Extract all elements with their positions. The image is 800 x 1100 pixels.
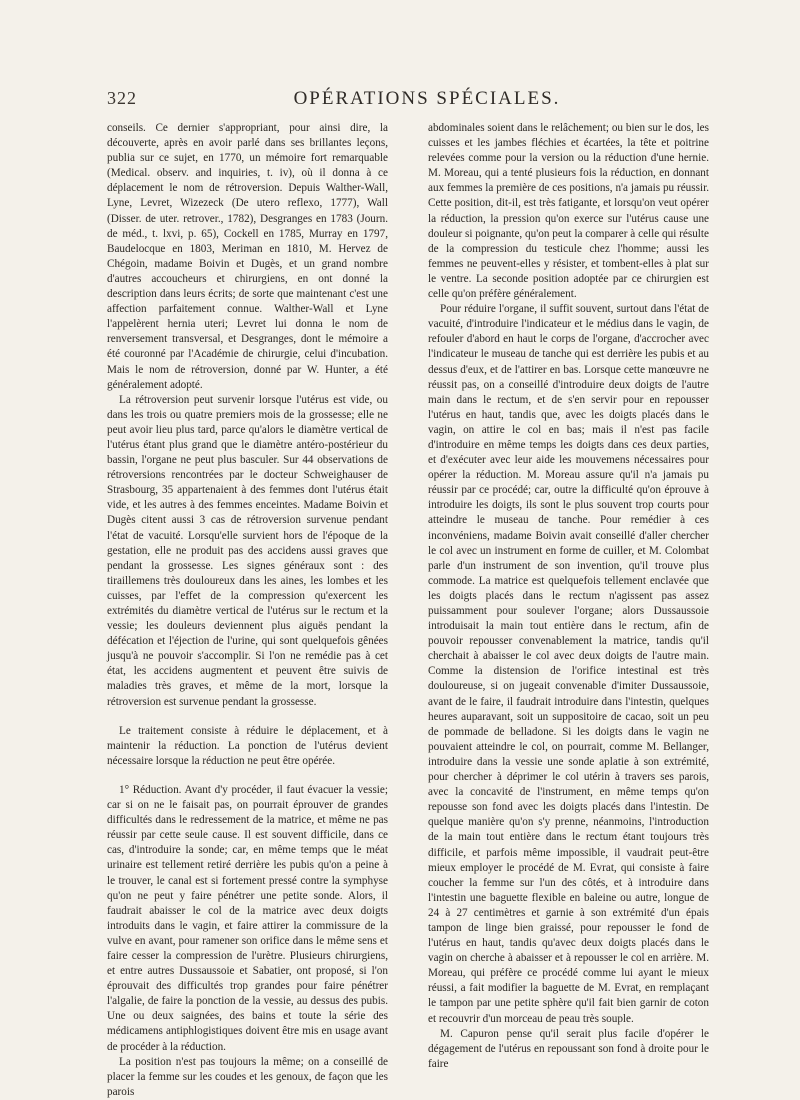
- paragraph: M. Capuron pense qu'il serait plus facile d'opérer le dégagement de l'utérus en repoussant son fond à droite pour le faire: [428, 1027, 709, 1070]
- right-column: [428, 121, 709, 1072]
- paragraph: abdominales soient dans le relâchement; ou bien sur le dos, les cuisses et les jambes fléchies et écartées, la tête et poitrine relevées comme pour la version ou la réduction d'une hernie. M. Moreau, qui a tenté plusieurs fois la réduction, en donnant aux femmes la première de ces positions, n'a jamais pu réussir. Cette position, dit-il, est très fatigante, et lorsqu'on veut opérer la réduction, la pression qu'on exerce sur l'utérus cause une douleur si poignante, qu'on peut la comparer à celle qui résulte de la compression du testicule chez l'homme; aussi les femmes ne peuvent-elles y résister, et tombent-elles à plat sur le ventre. La seconde position adoptée par ce chirurgien est celle qu'on préfère généralement.: [428, 122, 709, 301]
- running-head: OPÉRATIONS SPÉCIALES.: [293, 88, 561, 109]
- paragraph: La rétroversion peut survenir lorsque l'utérus est vide, ou dans les trois ou quatre premiers mois de la grossesse; elle ne peut avoir lieu plus tard, parce qu'alors le diamètre vertical de l'utérus étant plus grand que le diamètre antéro-postérieur du bassin, l'organe ne peut plus basculer. Sur 44 observations de rétroversions rencontrées par le docteur Schweighauser de Strasbourg, 35 appartenaient à des femmes dont l'utérus était vide, et les autres à des femmes enceintes. Madame Boivin et Dugès citent aussi 3 cas de rétroversion survenue pendant l'état de vacuité. Lorsqu'elle survient hors de l'époque de la gestation, elle ne produit pas des accidens aussi graves que pendant la grossesse. Les signes généraux sont : des tiraillemens très douloureux dans les aines, les lombes et les cuisses, par l'effet de la compression qu'exercent les extrémités du diamètre vertical de l'utérus sur le rectum et la vessie; les douleurs deviennent plus aiguës pendant la défécation et l'éjection de l'urine, qui sont quelquefois gênées jusqu'à ne pouvoir s'accomplir. Si l'on ne remédie pas à cet état, les accidens augmentent et peuvent être suivis de maladies très graves, et même de la mort, lorsque la rétroversion est survenue pendant la grossesse.: [107, 393, 388, 708]
- paragraph: 1° Réduction. Avant d'y procéder, il faut évacuer la vessie; car si on ne le faisait pas, on pourrait éprouver de grandes difficultés dans le redressement de la matrice, et même ne pas réussir par cette seule cause. Il est souvent difficile, dans ce cas, d'introduire la sonde; car, en même temps que le méat urinaire est tellement retiré derrière les pubis qu'on a peine à le trouver, le canal est si fortement pressé contre la symphyse qu'on ne peut y faire pénétrer une petite sonde. Alors, il faudrait abaisser le col de la matrice avec deux doigts introduits dans le vagin, et faire attirer la commissure de la vulve en avant, pour ramener son orifice dans le même sens et faire cesser la compression de l'urètre. Plusieurs chirurgiens, et entre autres Dussaussoie et Sabatier, ont proposé, si l'on éprouvait des difficultés trop grandes pour faire pénétrer l'algalie, de faire la ponction de la vessie, au dessus des pubis. Une ou deux saignées, des bains et toute la série des médicamens antiphlogistiques doivent être mis en usage avant de procéder à la réduction.: [107, 783, 388, 1053]
- paragraph: Le traitement consiste à réduire le déplacement, et à maintenir la réduction. La ponction de l'utérus devient nécessaire lorsque la réduction ne peut être opérée.: [107, 724, 388, 767]
- page-number: 322: [107, 88, 137, 108]
- paragraph: Pour réduire l'organe, il suffit souvent, surtout dans l'état de vacuité, d'introduire l'indicateur et le médius dans le vagin, de refouler d'abord en haut le corps de l'organe, d'accrocher avec l'indicateur le museau de tanche qui est derrière les pubis et au dessus d'eux, et de l'attirer en bas. Lorsque cette manœuvre ne réussit pas, on a conseillé d'introduire deux doigts de l'autre main dans le rectum, et de s'en servir pour en repousser l'utérus en haut, tandis que, avec les doigts placés dans le vagin, on attire le col en bas; mais il n'est pas facile d'introduire en même temps les doigts dans ces deux parties, et d'exécuter avec leur aide les mouvemens nécessaires pour opérer la réduction. M. Moreau assure qu'il n'a jamais pu réussir par ce procédé; car, outre la difficulté qu'on éprouve à introduire les doigts, ils sont le plus souvent trop courts pour atteindre le museau de tanche. Pour remédier à ces inconvéniens, madame Boivin avait conseillé d'aller chercher le col avec un instrument en forme de cuiller, et M. Colombat parle d'un instrument de son invention, qu'il trouve plus commode. La matrice est quelquefois tellement enclavée que les doigts placés dans le rectum n'agissent pas assez puissamment pour soulever l'organe; alors Dussaussoie introduisait la main tout entière dans le rectum, afin de pouvoir repousser convenablement la matrice, tandis qu'il cherchait à abaisser le col avec deux doigts de l'autre main. Comme la distension de l'orifice intestinal est très douloureuse, si on jugeait convenable d'imiter Dussaussoie, avant de le faire, il faudrait introduire dans l'intestin, quelques heures auparavant, soit un suppositoire de cacao, soit un peu de pommade de belladone. Si les doigts dans le vagin ne pouvaient atteindre le col, on pourrait, comme M. Bellanger, introduire dans la vessie une sonde aplatie à son extrémité, pour chercher à déprimer le col utérin à travers ses parois, avec la concavité de l'instrument, en même temps qu'on repousse son fond avec les doigts placés dans l'intestin. De quelque manière qu'on s'y prenne, néanmoins, l'introduction de la main tout entière dans le rectum étant toujours très difficile, et parfois même impossible, il vaudrait peut-être mieux employer le procédé de M. Evrat, qui consiste à faire coucher la femme sur l'un des côtés, et à introduire dans l'intestin une baguette flexible en baleine ou autre, longue de 24 à 27 centimètres et garnie à son extrémité d'un épais tampon de linge bien graissé, pour repousser le fond de l'utérus en haut, tandis qu'avec deux doigts placés dans le vagin on cherche à abaisser et à repousser le col en arrière. M. Moreau, qui préfère ce procédé comme lui ayant le mieux réussi, a fait modifier la baguette de M. Evrat, en remplaçant le tampon par une petite sphère qu'il fait bien garnir de coton et recouvrir d'un morceau de peau très souple.: [428, 303, 709, 1025]
- page-header: [107, 88, 707, 114]
- paragraph: conseils. Ce dernier s'appropriant, pour ainsi dire, la découverte, après en avoir parlé dans ses brillantes leçons, publia sur ce sujet, en 1770, un mémoire fort remarquable (Medical. observ. and inquiries, t. iv), où il donna à ce déplacement le nom de rétroversion. Depuis Walther-Wall, Lyne, Levret, Wizezeck (De utero reflexo, 1777), Wall (Disser. de uter. retrover., 1782), Desgranges en 1783 (Journ. de méd., t. lxvi, p. 65), Cockell en 1785, Murray en 1797, Baudelocque en 1803, Meriman en 1810, M. Hervez de Chégoin, madame Boivin et Dugès, et un grand nombre d'autres accoucheurs et chirurgiens, en ont donné la description dans leurs écrits; de sorte que maintenant c'est une affection parfaitement connue. Walther-Wall et Lyne l'appelèrent hernia uteri; Levret lui donna le nom de renversement transversal, et Desgranges, dont le mémoire a été couronné par l'Académie de chirurgie, celui d'incubation. Mais le nom de rétroversion, donné par W. Hunter, a été généralement adopté.: [107, 122, 388, 391]
- left-column: [107, 121, 388, 1100]
- paragraph: La position n'est pas toujours la même; on a conseillé de placer la femme sur les coudes et les genoux, de façon que les parois: [107, 1055, 388, 1098]
